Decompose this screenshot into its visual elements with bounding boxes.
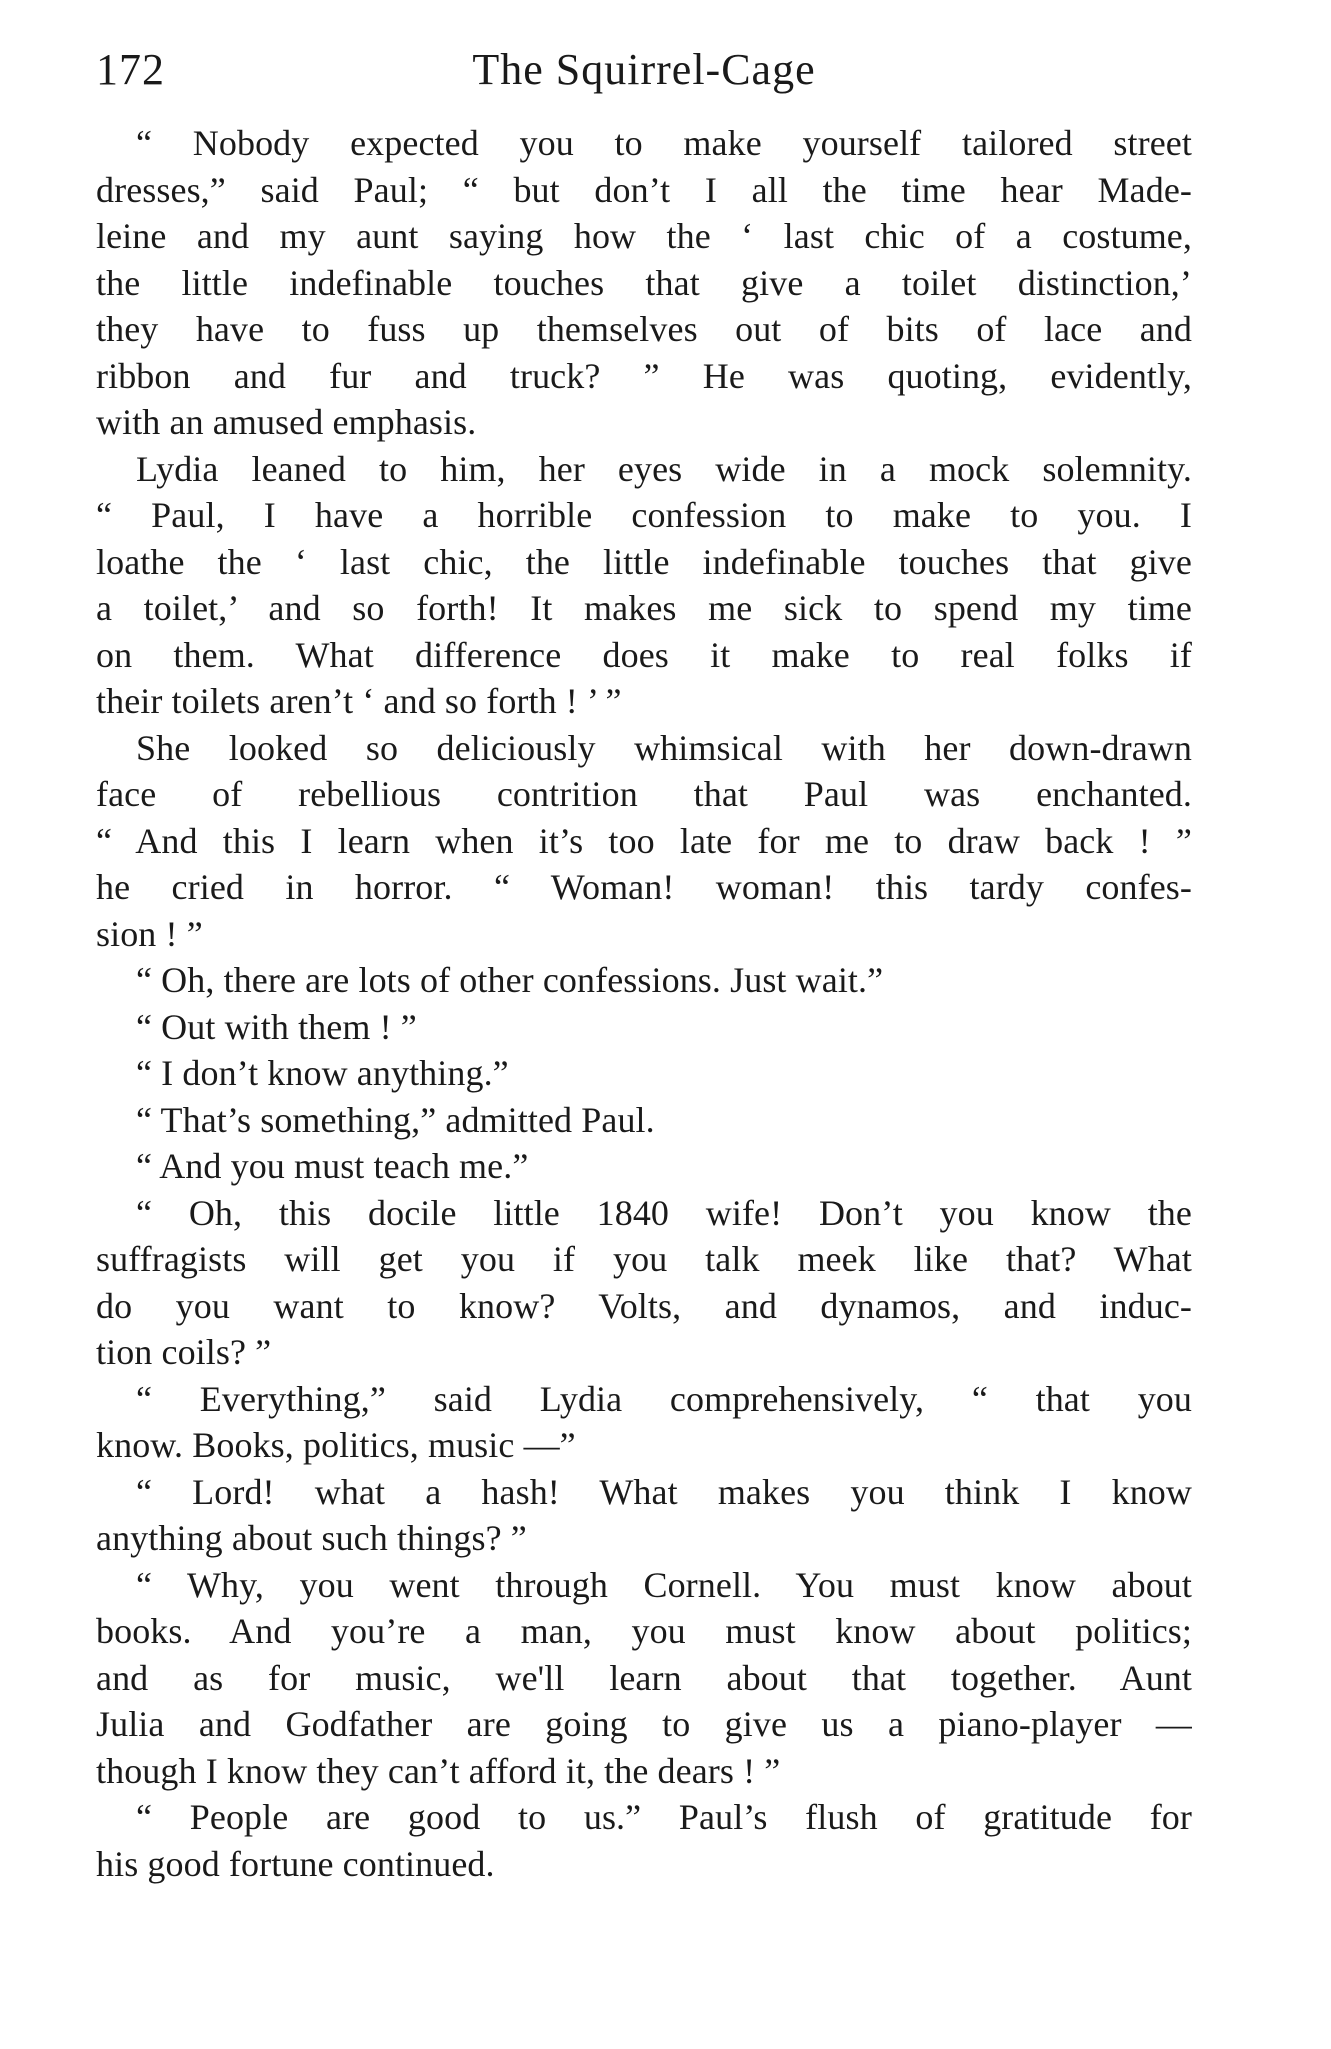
text-line: and as for music, we'll learn about that together. Aunt <box>96 1657 1192 1698</box>
text-line: ribbon and fur and truck? ” He was quoting, evidently, <box>96 355 1192 396</box>
text-line: Julia and Godfather are going to give us a piano-player — <box>96 1704 1192 1744</box>
book-page <box>96 40 1192 1887</box>
text-line: with an amused emphasis. <box>96 402 477 442</box>
text-line: “ Why, you went through Cornell. You must know about <box>136 1564 1192 1605</box>
text-line: they have to fuss up themselves out of bits of lace and <box>96 309 1192 349</box>
text-line: She looked so deliciously whimsical with her down-drawn <box>136 727 1192 768</box>
text-line: their toilets aren’t ‘ and so forth ! ’ ” <box>96 681 622 721</box>
running-head <box>96 40 1192 100</box>
text-line: Lydia leaned to him, her eyes wide in a mock solemnity. <box>136 448 1192 489</box>
text-line: “ And you must teach me.” <box>136 1146 529 1186</box>
text-line: his good fortune continued. <box>96 1843 495 1884</box>
text-line: “ Lord! what a hash! What makes you think I know <box>136 1471 1192 1512</box>
text-line: “ Oh, there are lots of other confessions. Just wait.” <box>136 960 884 1000</box>
text-line: “ Everything,” said Lydia comprehensively, “ that you <box>136 1378 1192 1419</box>
text-line: suffragists will get you if you talk meek like that? What <box>96 1239 1192 1279</box>
text-line: do you want to know? Volts, and dynamos, and induc- <box>96 1285 1192 1326</box>
text-line: face of rebellious contrition that Paul was enchanted. <box>96 774 1192 814</box>
text-line: though I know they can’t afford it, the dears ! ” <box>96 1750 781 1791</box>
text-line: he cried in horror. “ Woman! woman! this tardy confes- <box>96 867 1192 907</box>
text-line: “ I don’t know anything.” <box>136 1053 509 1093</box>
text-line: “ Oh, this docile little 1840 wife! Don’t you know the <box>136 1192 1192 1233</box>
text-line: “ Out with them ! ” <box>136 1006 417 1047</box>
text-line: “ And this I learn when it’s too late for me to draw back ! ” <box>96 820 1192 861</box>
page-number: 172 <box>96 45 165 94</box>
text-line: books. And you’re a man, you must know about politics; <box>96 1611 1192 1651</box>
running-title: The Squirrel-Cage <box>472 45 816 94</box>
text-line: “ People are good to us.” Paul’s flush of gratitude for <box>136 1797 1192 1837</box>
text-line: loathe the ‘ last chic, the little indefinable touches that give <box>96 541 1192 582</box>
text-line: on them. What difference does it make to real folks if <box>96 634 1192 675</box>
body-text <box>96 120 1192 1887</box>
text-line: know. Books, politics, music —” <box>96 1425 576 1465</box>
text-line: “ That’s something,” admitted Paul. <box>136 1099 655 1140</box>
text-line: leine and my aunt saying how the ‘ last chic of a costume, <box>96 216 1192 256</box>
text-line: anything about such things? ” <box>96 1518 527 1558</box>
text-line: dresses,” said Paul; “ but don’t I all the time hear Made- <box>96 169 1192 210</box>
text-line: sion ! ” <box>96 913 203 954</box>
text-line: tion coils? ” <box>96 1332 272 1372</box>
text-line: the little indefinable touches that give a toilet distinction,’ <box>96 262 1192 303</box>
text-line: “ Paul, I have a horrible confession to make to you. I <box>96 495 1192 535</box>
text-line: a toilet,’ and so forth! It makes me sick to spend my time <box>96 588 1192 628</box>
text-line: “ Nobody expected you to make yourself tailored street <box>136 123 1192 163</box>
